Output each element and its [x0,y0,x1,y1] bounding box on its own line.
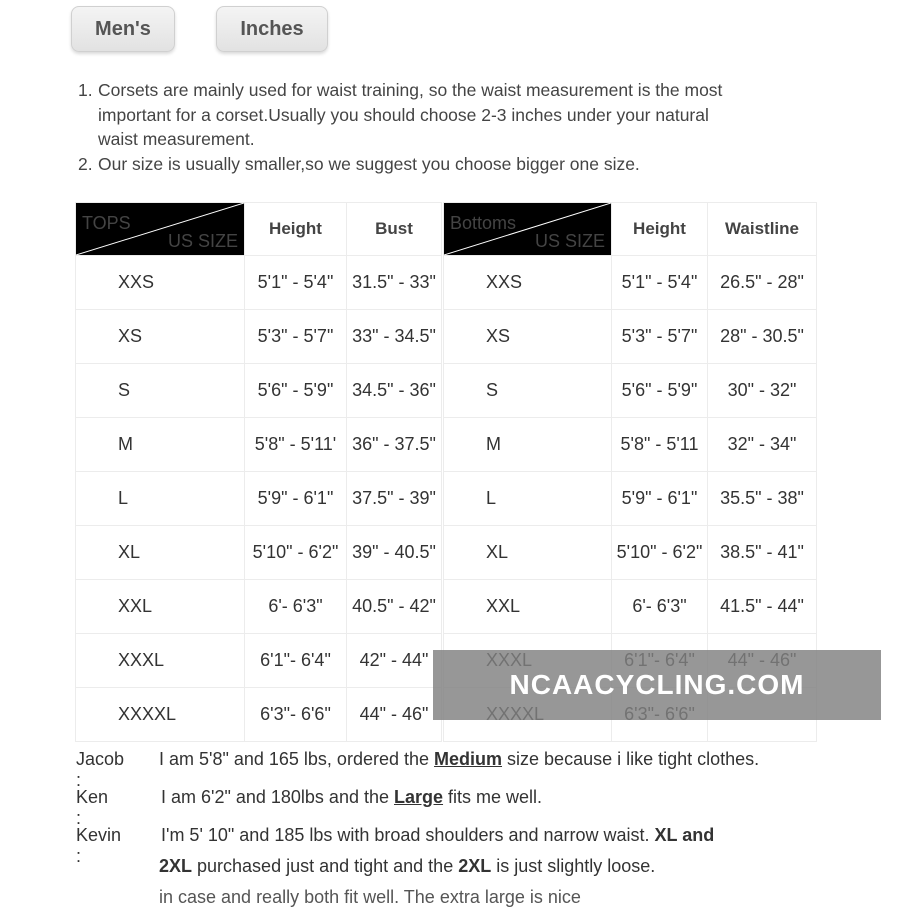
emphasis-text: Large [394,787,444,807]
measure-cell: 36" - 37.5" [347,418,442,472]
review-text-line: in case and really both fit well. The extra large is nice [159,887,581,907]
size-cell: XXS [444,256,612,310]
size-cell: XS [76,310,245,364]
size-cell: XXXXL [76,688,245,742]
table-row [76,580,442,634]
reviewer-name: Jacob : [76,749,125,790]
height-cell: 5'6" - 5'9" [245,364,347,418]
measure-cell: 41.5" - 44" [708,580,817,634]
measure-cell: 40.5" - 42" [347,580,442,634]
note-line: important for a corset.Usually you should choose 2-3 inches under your natural [98,104,709,125]
tops-size-table [75,202,442,742]
measure-cell: 39" - 40.5" [347,526,442,580]
height-cell: 5'1" - 5'4" [612,256,708,310]
text-segment: purchased just and tight and the [192,856,459,876]
mens-button[interactable]: Men's [71,6,175,52]
tops-label: TOPS [82,213,131,233]
table-row [444,256,817,310]
tops-height-header: Height [245,203,347,256]
size-cell: XXL [76,580,245,634]
measure-cell: 44" - 46" [347,688,442,742]
table-row [444,310,817,364]
review-text [159,749,759,770]
table-row [444,526,817,580]
tops-bust-header: Bust [347,203,442,256]
height-cell: 5'9" - 6'1" [612,472,708,526]
size-cell: L [76,472,245,526]
table-row [444,364,817,418]
height-cell: 5'3" - 5'7" [245,310,347,364]
size-cell: XL [444,526,612,580]
measure-cell: 31.5" - 33" [347,256,442,310]
inches-button[interactable]: Inches [216,6,328,52]
table-row [76,364,442,418]
text-segment: I'm 5' 10" and 185 lbs with broad shoulders and narrow waist. [161,825,655,845]
height-cell: 6'- 6'3" [245,580,347,634]
measure-cell: 28" - 30.5" [708,310,817,364]
note-item [78,152,722,177]
table-row [76,310,442,364]
height-cell: 6'- 6'3" [612,580,708,634]
size-cell: M [76,418,245,472]
watermark-text: NCAACYCLING.COM [509,669,805,700]
table-row [76,634,442,688]
note-line: Corsets are mainly used for waist training, so the waist measurement is the most [98,80,723,100]
bottoms-corner-header [444,203,612,256]
table-row [444,580,817,634]
note-line: waist measurement. [98,129,255,149]
review-text [161,787,542,808]
height-cell: 6'3"- 6'6" [245,688,347,742]
table-row [76,418,442,472]
height-cell: 5'10" - 6'2" [245,526,347,580]
text-segment: I am 5'8" and 165 lbs, ordered the [159,749,435,769]
reviewer-name: Ken : [76,787,109,828]
bottoms-label: Bottoms [450,213,517,233]
height-cell: 6'1"- 6'4" [245,634,347,688]
reviewer-name: Kevin : [76,825,122,866]
review-text [161,825,714,846]
table-row [76,526,442,580]
size-cell: XL [76,526,245,580]
note-item [78,78,722,152]
measure-cell: 42" - 44" [347,634,442,688]
measure-cell: 33" - 34.5" [347,310,442,364]
note-line: Our size is usually smaller,so we suggest you choose bigger one size. [98,153,640,174]
emphasis-text: 2XL [159,856,193,876]
height-cell: 5'3" - 5'7" [612,310,708,364]
height-cell: 5'8" - 5'11 [612,418,708,472]
emphasis-text: XL and [654,825,715,845]
size-cell: XXS [76,256,245,310]
height-cell: 5'8" - 5'11' [245,418,347,472]
size-cell: L [444,472,612,526]
measure-cell: 26.5" - 28" [708,256,817,310]
text-segment: size because i like tight clothes. [502,749,760,769]
table-row [444,472,817,526]
text-segment: I am 6'2" and 180lbs and the [161,787,394,807]
measure-cell: 30" - 32" [708,364,817,418]
table-row [76,472,442,526]
size-cell: S [444,364,612,418]
us-size-label: US SIZE [534,231,605,251]
height-cell: 5'6" - 5'9" [612,364,708,418]
note-number: 2. [78,153,93,174]
size-cell: M [444,418,612,472]
height-cell: 5'9" - 6'1" [245,472,347,526]
bottoms-waistline-header: Waistline [708,203,817,256]
us-size-label: US SIZE [167,231,238,251]
text-segment: is just slightly loose. [491,856,656,876]
size-cell: XS [444,310,612,364]
tops-corner-header [76,203,245,256]
height-cell: 5'10" - 6'2" [612,526,708,580]
size-cell: XXL [444,580,612,634]
measure-cell: 32" - 34" [708,418,817,472]
note-number: 1. [78,80,93,100]
table-row [444,418,817,472]
emphasis-text: Medium [434,749,503,769]
measure-cell: 37.5" - 39" [347,472,442,526]
table-row [76,688,442,742]
review-text-line [159,856,655,877]
size-cell: S [76,364,245,418]
measure-cell: 35.5" - 38" [708,472,817,526]
emphasis-text: 2XL [458,856,492,876]
measure-cell: 34.5" - 36" [347,364,442,418]
table-row [76,256,442,310]
text-segment: fits me well. [443,787,543,807]
watermark-banner [433,650,881,720]
bottoms-height-header: Height [612,203,708,256]
measure-cell: 38.5" - 41" [708,526,817,580]
height-cell: 5'1" - 5'4" [245,256,347,310]
size-cell: XXXL [76,634,245,688]
size-notes [78,78,722,176]
